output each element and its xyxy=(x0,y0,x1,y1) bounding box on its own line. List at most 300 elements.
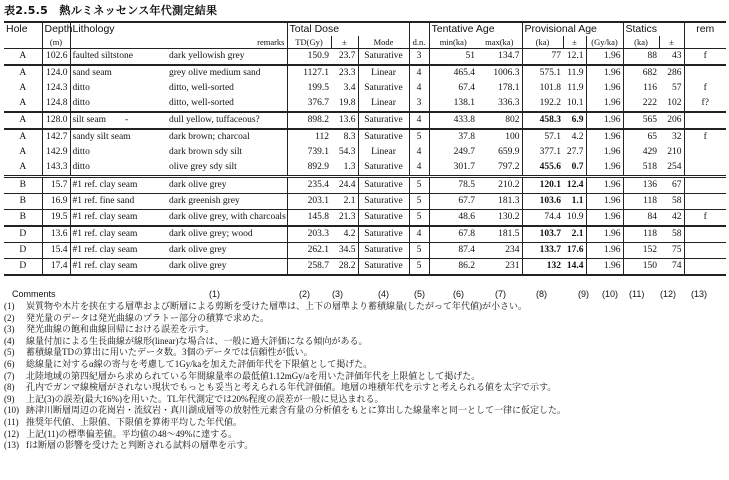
cell-hole: A xyxy=(19,51,27,61)
cell-depth: 142.9 xyxy=(42,145,70,160)
cell-pae: 10.9 xyxy=(566,212,584,222)
rate-header: (Gy/ka) xyxy=(586,36,623,49)
cell-depth: 124.0 xyxy=(42,65,70,81)
cell-err: 8.3 xyxy=(343,132,356,142)
cell-dn: 4 xyxy=(409,112,429,129)
table-row xyxy=(4,243,726,259)
comment-item xyxy=(4,440,726,452)
cell-rem xyxy=(684,243,726,259)
cell-err: 4.2 xyxy=(343,229,356,239)
cell-lith: silt seam - xyxy=(70,112,167,129)
cell-sa: 429 xyxy=(623,145,659,160)
cell-hole: A xyxy=(19,115,27,125)
cell-err: 24.4 xyxy=(331,177,358,194)
cell-dn: 3 xyxy=(409,49,429,66)
cell-td: 892.9 xyxy=(287,160,331,177)
comment-text: 蓄積線量TDの算出に用いたデータ数。3個のデータでは信頼性が低い。 xyxy=(26,347,313,358)
comment-text: 総線量に対するα線の寄与を考慮して1Gy/kaを加えた評価年代を下限値として掲げた。 xyxy=(26,358,373,369)
cell-err: 13.6 xyxy=(338,115,356,125)
cell-sae: 286 xyxy=(667,68,682,78)
cell-rem xyxy=(684,177,726,194)
cell-remarks: dark olive grey xyxy=(167,177,287,194)
cell-sa: 88 xyxy=(623,49,659,66)
comment-item xyxy=(4,324,726,336)
cell-rem: f? xyxy=(684,96,726,112)
cell-lith: ditto xyxy=(70,96,167,112)
cell-rate: 1.96 xyxy=(586,145,623,160)
min-header: min(ka) xyxy=(429,36,477,49)
cell-pae: 12.1 xyxy=(566,51,584,61)
cell-hole: A xyxy=(19,83,27,93)
statics-ka-header: (ka) xyxy=(623,36,659,49)
cell-td: 145.8 xyxy=(287,210,331,227)
cell-rem: f xyxy=(684,129,726,145)
cell-td: 898.2 xyxy=(287,112,331,129)
cell-min: 87.4 xyxy=(429,243,477,259)
table-row xyxy=(4,96,726,112)
comment-number: (9) xyxy=(4,393,15,404)
cell-min: 67.8 xyxy=(429,226,477,243)
cell-depth: 16.9 xyxy=(42,194,70,210)
cell-min: 51 xyxy=(429,49,477,66)
cell-err: 19.8 xyxy=(338,98,356,108)
cell-rate: 1.96 xyxy=(586,96,623,112)
comment-text: 孔内でガンマ線検層がされない現状でもっとも妥当と考えられる年代評価値。地層の堆積年代を示すと考えられる値を太字で示す。 xyxy=(26,382,557,393)
cell-pae: 27.7 xyxy=(566,147,584,157)
cell-pa: 57.1 xyxy=(522,129,563,145)
cell-mode: Saturative xyxy=(358,49,409,66)
table-title: 表2.5.5 熱ルミネッセンス年代測定結果 xyxy=(4,4,218,17)
cell-max: 234 xyxy=(505,245,520,255)
cell-remarks: dark olive grey; wood xyxy=(169,229,253,239)
table-row xyxy=(4,226,726,243)
cell-td: 262.1 xyxy=(287,243,331,259)
comment-text: 線量付加による生長曲線が線形(linear)な場合は、一般に過大評価になる傾向がある。 xyxy=(26,335,368,346)
comment-text: 上記(3)の誤差(最大16%)を用いた。TL年代測定では20%程度の誤差が一般に見込まれる。 xyxy=(26,393,384,404)
cell-max: 181.5 xyxy=(498,229,520,239)
cell-hole: B xyxy=(19,196,26,206)
cell-lith: #1 ref. clay seam xyxy=(70,210,167,227)
cell-err: 2.1 xyxy=(343,196,356,206)
cell-rate: 1.96 xyxy=(586,129,623,145)
cell-td: 203.3 xyxy=(287,226,331,243)
cell-pa: 192.2 xyxy=(522,96,563,112)
cell-lith: #1 ref. fine sand xyxy=(70,194,167,210)
comment-text: 炭質物や木片を挟在する層準および断層による剪断を受けた層準は、上下の層準より蓄積線量(したがって年代値)が小さい。 xyxy=(26,301,527,311)
comment-item xyxy=(4,347,726,359)
cell-mode: Saturative xyxy=(358,177,409,194)
cell-remarks: grey olive medium sand xyxy=(169,68,261,78)
column-number: (13) xyxy=(691,289,708,299)
cell-err: 1.3 xyxy=(343,162,356,172)
column-number: (11) xyxy=(629,289,645,299)
cell-td: 203.1 xyxy=(287,194,331,210)
pa-error-header: ± xyxy=(563,36,586,49)
cell-pae: 6.9 xyxy=(571,115,584,125)
cell-pae: 1.1 xyxy=(571,196,584,206)
mode-header: Mode xyxy=(358,36,409,49)
comment-item xyxy=(4,394,726,406)
td-error-header: ± xyxy=(331,36,358,49)
cell-pae: 0.7 xyxy=(571,162,584,172)
cell-min: 249.7 xyxy=(429,145,477,160)
table-row xyxy=(4,81,726,96)
table-row xyxy=(4,210,726,227)
table-row xyxy=(4,129,726,145)
comments-list xyxy=(4,301,726,452)
comment-text: 北陸地域の第四紀層から求められている年間線量率の最低値1.12mGy/aを用いた評価年代を上限値として掲げた。 xyxy=(26,370,481,381)
comment-number: (1) xyxy=(4,301,15,311)
cell-sa: 116 xyxy=(623,81,659,96)
cell-err: 3.4 xyxy=(343,83,356,93)
cell-sae: 67 xyxy=(659,177,684,194)
comment-number: (6) xyxy=(4,358,15,369)
cell-rem xyxy=(684,194,726,210)
column-number: (5) xyxy=(414,289,425,299)
cell-mode: Saturative xyxy=(358,129,409,145)
cell-lith: ditto xyxy=(70,160,167,177)
cell-depth: 102.6 xyxy=(42,49,70,66)
cell-lith: sandy silt seam xyxy=(70,129,167,145)
cell-pa: 120.1 xyxy=(522,177,563,194)
cell-rem xyxy=(684,160,726,177)
cell-remarks: ditto, well-sorted xyxy=(169,98,234,108)
cell-rem xyxy=(684,112,726,129)
cell-remarks: dark olive grey xyxy=(169,245,227,255)
cell-td: 376.7 xyxy=(287,96,331,112)
cell-min: 78.5 xyxy=(429,177,477,194)
comment-item xyxy=(4,301,726,313)
column-number: (1) xyxy=(209,289,220,299)
table-row xyxy=(4,177,726,194)
cell-sae: 102 xyxy=(667,98,682,108)
cell-hole: A xyxy=(19,147,27,157)
cell-rem xyxy=(684,65,726,81)
cell-remarks: dark brown; charcoal xyxy=(169,132,250,142)
comment-number: (11) xyxy=(4,416,19,427)
cell-dn: 4 xyxy=(409,145,429,160)
tentative-age-header: Tentative Age xyxy=(429,22,477,36)
cell-pa: 74.4 xyxy=(522,210,563,227)
comment-item xyxy=(4,359,726,371)
cell-depth: 13.6 xyxy=(42,226,70,243)
cell-lith: #1 ref. clay seam xyxy=(70,177,167,194)
column-number: (10) xyxy=(602,289,619,299)
cell-pae: 11.9 xyxy=(567,83,584,93)
cell-min: 86.2 xyxy=(429,259,477,276)
cell-lith: ditto xyxy=(70,81,167,96)
cell-td: 150.9 xyxy=(287,49,331,66)
cell-dn: 5 xyxy=(409,259,429,276)
cell-pae: 10.1 xyxy=(566,98,584,108)
cell-pae: 14.4 xyxy=(566,261,584,271)
cell-depth: 19.5 xyxy=(42,210,70,227)
cell-lith: ditto xyxy=(70,145,167,160)
cell-mode: Linear xyxy=(358,65,409,81)
header-row-2 xyxy=(4,36,726,49)
cell-pae: 2.1 xyxy=(571,229,584,239)
cell-mode: Saturative xyxy=(358,226,409,243)
cell-sa: 565 xyxy=(623,112,659,129)
cell-rate: 1.96 xyxy=(586,259,623,276)
cell-max: 231 xyxy=(505,261,520,271)
tl-dating-table xyxy=(4,21,726,276)
comment-number: (7) xyxy=(4,370,15,381)
column-number: (2) xyxy=(299,289,310,299)
cell-min: 48.6 xyxy=(429,210,477,227)
cell-mode: Saturative xyxy=(358,243,409,259)
cell-err: 28.2 xyxy=(338,261,356,271)
cell-sae: 43 xyxy=(672,51,682,61)
cell-rem xyxy=(684,259,726,276)
table-row xyxy=(4,65,726,81)
cell-max: 210.2 xyxy=(477,177,522,194)
header-row-1 xyxy=(4,22,726,36)
cell-mode: Saturative xyxy=(358,160,409,177)
remarks-header: remarks xyxy=(257,37,285,47)
cell-max: 659.9 xyxy=(498,147,520,157)
cell-pa: 132 xyxy=(522,259,563,276)
cell-err: 54.3 xyxy=(338,147,356,157)
cell-pa: 458.3 xyxy=(522,112,563,129)
statics-header: Statics xyxy=(623,22,659,36)
cell-dn: 5 xyxy=(409,194,429,210)
cell-pa: 101.8 xyxy=(522,81,563,96)
cell-pa: 103.6 xyxy=(522,194,563,210)
cell-depth: 124.3 xyxy=(42,81,70,96)
cell-sa: 222 xyxy=(623,96,659,112)
cell-pae: 12.4 xyxy=(563,177,586,194)
comment-number: (5) xyxy=(4,347,15,358)
cell-remarks: olive grey sdy silt xyxy=(169,162,237,172)
comment-number: (12) xyxy=(4,428,19,439)
cell-rate: 1.96 xyxy=(586,243,623,259)
cell-rate: 1.96 xyxy=(586,112,623,129)
cell-hole: A xyxy=(19,68,27,78)
cell-dn: 5 xyxy=(409,243,429,259)
cell-remarks: dark olive grey, with charcoals xyxy=(169,212,286,222)
cell-min: 67.4 xyxy=(429,81,477,96)
cell-mode: Linear xyxy=(358,96,409,112)
cell-mode: Linear xyxy=(358,145,409,160)
depth-header: Depth xyxy=(42,22,70,36)
total-dose-header: Total Dose xyxy=(287,22,331,36)
cell-lith: #1 ref. clay seam xyxy=(70,243,167,259)
cell-depth: 143.3 xyxy=(42,160,70,177)
pa-ka-header: (ka) xyxy=(522,36,563,49)
cell-sae: 58 xyxy=(672,196,682,206)
cell-rem xyxy=(684,145,726,160)
cell-pa: 377.1 xyxy=(522,145,563,160)
cell-pa: 103.7 xyxy=(522,226,563,243)
cell-max: 130.2 xyxy=(498,212,520,222)
table-body xyxy=(4,49,726,276)
cell-sa: 518 xyxy=(623,160,659,177)
cell-mode: Saturative xyxy=(358,259,409,276)
max-header: max(ka) xyxy=(485,37,514,47)
cell-rate: 1.96 xyxy=(586,49,623,66)
cell-sa: 150 xyxy=(623,259,659,276)
cell-remarks: dull yellow, tuffaceous? xyxy=(169,115,260,125)
cell-lith: sand seam xyxy=(70,65,167,81)
cell-rate: 1.96 xyxy=(586,81,623,96)
cell-max: 1006.3 xyxy=(493,68,520,78)
comment-text: 跡津川断層周辺の花崗岩・流紋岩・真川湖成層等の放射性元素含有量の分析値をもとに算出した線量率と同一として一律に仮定した。 xyxy=(26,405,567,416)
column-number: (4) xyxy=(378,289,389,299)
cell-sae: 58 xyxy=(672,229,682,239)
column-number: (6) xyxy=(453,289,464,299)
cell-min: 37.8 xyxy=(429,129,477,145)
cell-hole: A xyxy=(19,98,27,108)
comment-item xyxy=(4,417,726,429)
cell-min: 433.8 xyxy=(429,112,477,129)
cell-err: 23.7 xyxy=(338,51,356,61)
cell-td: 112 xyxy=(287,129,331,145)
cell-mode: Saturative xyxy=(358,210,409,227)
column-number: (8) xyxy=(536,289,547,299)
cell-sae: 42 xyxy=(672,212,682,222)
cell-err: 34.5 xyxy=(338,245,356,255)
cell-td: 199.5 xyxy=(287,81,331,96)
cell-max: 802 xyxy=(505,115,520,125)
depth-unit: (m) xyxy=(42,36,70,49)
cell-min: 465.4 xyxy=(429,65,477,81)
cell-lith: #1 ref. clay seam xyxy=(70,226,167,243)
cell-rem xyxy=(684,226,726,243)
table-row xyxy=(4,145,726,160)
cell-depth: 128.0 xyxy=(42,112,70,129)
cell-hole: B xyxy=(4,177,42,194)
comment-number: (8) xyxy=(4,382,15,393)
cell-remarks: dark olive grey xyxy=(169,261,227,271)
cell-rate: 1.96 xyxy=(586,210,623,227)
cell-remarks: dark greenish grey xyxy=(169,196,240,206)
comment-item xyxy=(4,405,726,417)
cell-dn: 5 xyxy=(409,177,429,194)
cell-pa: 575.1 xyxy=(522,65,563,81)
column-number: (7) xyxy=(495,289,506,299)
comment-number: (13) xyxy=(4,440,19,451)
cell-remarks: dark brown sdy silt xyxy=(169,147,243,157)
comment-item xyxy=(4,313,726,325)
cell-min: 301.7 xyxy=(429,160,477,177)
cell-rate: 1.96 xyxy=(586,226,623,243)
cell-rate: 1.96 xyxy=(586,177,623,194)
cell-hole: A xyxy=(19,132,27,142)
cell-pa: 455.6 xyxy=(522,160,563,177)
cell-max: 797.2 xyxy=(498,162,520,172)
comment-number: (3) xyxy=(4,324,15,335)
cell-sae: 206 xyxy=(667,115,682,125)
cell-hole: D xyxy=(19,229,27,239)
cell-depth: 15.7 xyxy=(42,177,70,194)
cell-pae: 11.9 xyxy=(567,68,584,78)
cell-sae: 210 xyxy=(667,147,682,157)
column-number: (12) xyxy=(660,289,677,299)
cell-max: 181.3 xyxy=(498,196,520,206)
cell-hole: A xyxy=(19,162,27,172)
cell-dn: 3 xyxy=(409,96,429,112)
cell-lith: #1 ref. clay seam xyxy=(70,259,167,276)
cell-sae: 57 xyxy=(672,83,682,93)
cell-rate: 1.96 xyxy=(586,65,623,81)
cell-sa: 65 xyxy=(623,129,659,145)
comment-number: (2) xyxy=(4,312,15,323)
comment-item xyxy=(4,371,726,383)
cell-td: 1127.1 xyxy=(287,65,331,81)
cell-max: 134.7 xyxy=(498,51,520,61)
cell-sae: 32 xyxy=(672,132,682,142)
cell-rem: f xyxy=(684,81,726,96)
cell-sae: 75 xyxy=(672,245,682,255)
cell-mode: Saturative xyxy=(358,194,409,210)
cell-max: 100 xyxy=(505,132,520,142)
comment-number: (4) xyxy=(4,335,15,346)
table-row xyxy=(4,160,726,177)
cell-err: 23.3 xyxy=(338,68,356,78)
cell-max: 336.3 xyxy=(498,98,520,108)
cell-min: 138.1 xyxy=(429,96,477,112)
comment-text: 推奨年代値、上限値、下限値を算術平均した年代値。 xyxy=(26,416,243,427)
cell-hole: D xyxy=(19,261,27,271)
cell-remarks: dark yellowish grey xyxy=(169,51,245,61)
lithology-header: Lithology xyxy=(70,22,167,36)
comment-item xyxy=(4,429,726,441)
cell-dn: 5 xyxy=(409,210,429,227)
cell-td: 258.7 xyxy=(287,259,331,276)
cell-remarks: ditto, well-sorted xyxy=(169,83,234,93)
cell-max: 178.1 xyxy=(498,83,520,93)
provisional-age-header: Provisional Age xyxy=(522,22,563,36)
table-row xyxy=(4,112,726,129)
td-header: TD(Gy) xyxy=(287,36,331,49)
comment-item xyxy=(4,336,726,348)
table-row xyxy=(4,194,726,210)
cell-sa: 152 xyxy=(623,243,659,259)
cell-lith: faulted siltstone xyxy=(70,49,167,66)
cell-sa: 118 xyxy=(623,226,659,243)
comment-text: fは断層の影響を受けたと判断される試料の層準を示す。 xyxy=(26,440,254,451)
rem-header: rem xyxy=(684,22,726,36)
comment-text: 上記(11)の標準偏差値。平均値の48〜49%に達する。 xyxy=(26,428,238,439)
comment-item xyxy=(4,382,726,394)
cell-pae: 17.6 xyxy=(566,245,584,255)
cell-rem: f xyxy=(684,210,726,227)
cell-pae: 4.2 xyxy=(571,132,584,142)
cell-sa: 84 xyxy=(623,210,659,227)
cell-rate: 1.96 xyxy=(586,194,623,210)
cell-td: 235.4 xyxy=(287,177,331,194)
cell-sa: 118 xyxy=(623,194,659,210)
cell-td: 739.1 xyxy=(287,145,331,160)
cell-sa: 136 xyxy=(623,177,659,194)
cell-pa: 133.7 xyxy=(522,243,563,259)
comment-number: (10) xyxy=(4,405,19,416)
cell-hole: B xyxy=(19,212,26,222)
table-row xyxy=(4,259,726,276)
cell-sae: 254 xyxy=(667,162,682,172)
cell-dn: 5 xyxy=(409,129,429,145)
cell-dn: 4 xyxy=(409,65,429,81)
cell-mode: Saturative xyxy=(358,81,409,96)
cell-depth: 142.7 xyxy=(42,129,70,145)
cell-dn: 4 xyxy=(409,160,429,177)
cell-depth: 124.8 xyxy=(42,96,70,112)
statics-error-header: ± xyxy=(659,36,684,49)
cell-dn: 4 xyxy=(409,81,429,96)
cell-depth: 15.4 xyxy=(42,243,70,259)
cell-hole: D xyxy=(19,245,27,255)
